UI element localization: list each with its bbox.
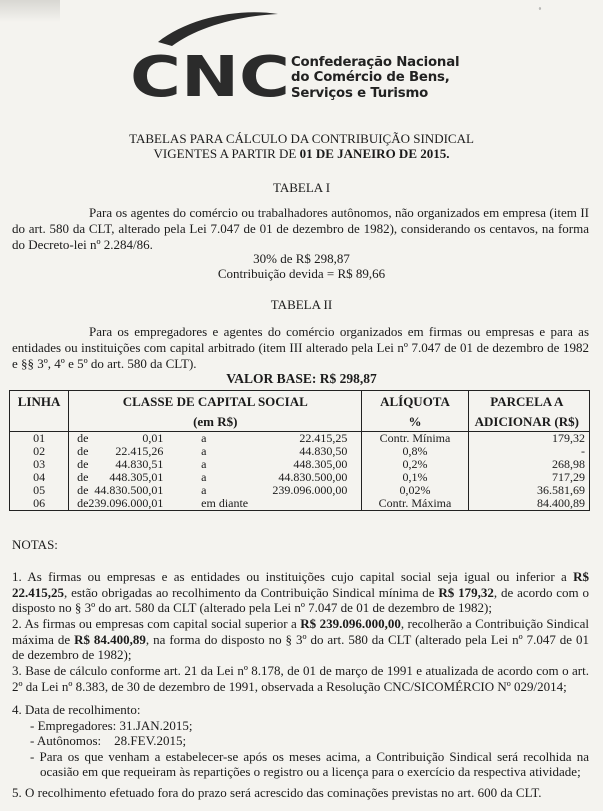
cell-from: 239.096.000,01 (88, 496, 164, 510)
cell-a: a (201, 457, 207, 471)
cell-parcela: - (468, 445, 589, 458)
col-parcela-sub: ADICIONAR (R$) (468, 411, 589, 432)
cell-a: a (201, 483, 207, 497)
cell-aliquota: 0,1% (362, 471, 468, 484)
cell-aliquota: Contr. Máxima (362, 497, 468, 511)
cell-to: 44.830,50 (299, 444, 348, 458)
cell-de: de (77, 444, 89, 458)
cell-aliquota: 0,2% (362, 458, 468, 471)
logo-text: CNC (130, 45, 290, 104)
table-row (10, 432, 590, 446)
title-prefix: VIGENTES A PARTIR DE (153, 146, 300, 161)
org-name (291, 55, 459, 101)
cell-a: a (201, 444, 207, 458)
cell-de: de (77, 483, 89, 497)
col-classe: CLASSE DE CAPITAL SOCIAL (69, 391, 362, 412)
cell-from: 44.830,51 (115, 457, 164, 471)
valor-base: VALOR BASE: R$ 298,87 (226, 371, 377, 386)
cell-de: de (77, 496, 89, 510)
nota-2: 2. As firmas ou empresas com capital social superior a R$ 239.096.000,00, recolherão a Contribuição Sindical máxima de R$ 84.400,89, na forma do disposto no § 3º do art. 580 da CLT (alterado pela Lei nº 7.047 de 01 de dezembro de 1982); (12, 616, 590, 662)
cell-classe (69, 432, 362, 446)
cell-to: 22.415,25 (299, 431, 348, 445)
cell-to: 239.096.000,00 (272, 483, 348, 497)
nota-4-title: 4. Data de recolhimento: (12, 702, 141, 717)
org-line: do Comércio de Bens, (291, 70, 450, 86)
tabela1-result: Contribuição devida = R$ 89,66 (217, 266, 386, 281)
tabela1-heading: TABELA I (272, 180, 331, 195)
cell-parcela: 179,32 (468, 432, 589, 446)
tabela2-paragraph (12, 324, 589, 372)
cell-parcela: 268,98 (468, 458, 589, 471)
tabela1-paragraph (12, 205, 589, 253)
cell-linha: 05 (10, 484, 69, 497)
doc-title-line2 (0, 146, 603, 162)
cell-de: de (77, 431, 89, 445)
cell-parcela: 84.400,89 (468, 497, 589, 511)
cell-from: 0,01 (142, 431, 164, 445)
cell-from: 44.830.500,01 (94, 483, 164, 497)
nota-4-autonomos: - Autônomos: 28.FEV.2015; (30, 733, 187, 748)
cell-a: em diante (201, 496, 249, 510)
cell-parcela: 717,29 (468, 471, 589, 484)
cell-linha: 06 (10, 497, 69, 511)
nota-1: 1. As firmas ou empresas e as entidades ou instituições cujo capital social seja igual ou inferior a R$ 22.415,25, estão obrigadas ao recolhimento da Contribuição Sindical mínima de R$ 179,32, de acordo com o disposto no § 3º do art. 580 da CLT (alterado pela Lei nº 7.047 de 01 de dezembro de 1982); (12, 569, 590, 615)
scan-edge-shadow (0, 0, 60, 22)
nota-4-estabelecer: - Para os que venham a estabelecer-se após os meses acima, a Contribuição Sindical será recolhida na ocasião em que requeiram às repartições o registro ou a licença para o exercício da respectiva atividade; (30, 748, 589, 779)
col-aliquota: ALÍQUOTA (362, 391, 468, 412)
cell-de: de (77, 457, 89, 471)
notas-heading: NOTAS: (12, 537, 58, 552)
cell-de: de (77, 470, 89, 484)
title-date: 01 DE JANEIRO DE 2015. (299, 146, 450, 161)
col-linha: LINHA (10, 391, 69, 412)
cell-linha: 03 (10, 458, 69, 471)
cell-linha: 02 (10, 445, 69, 458)
nota-4-empregadores: - Empregadores: 31.JAN.2015; (30, 717, 193, 733)
tabela2-text: Para os empregadores e agentes do comércio organizados em firmas ou empresas e para as entidades ou instituições com capital arbitrado (item III alterado pela Lei nº 7.047 de 01 de dezembro de 1982 e §§ 3º, 4º e 5º do art. 580 da CLT). (12, 324, 589, 371)
cell-from: 448.305,01 (109, 470, 164, 484)
cnc-logo (128, 4, 296, 104)
cell-from: 22.415,26 (115, 444, 164, 458)
nota-5: 5. O recolhimento efetuado fora do prazo será acrescido das cominações previstas no art. 600 da CLT. (12, 785, 542, 800)
tabela1-text: Para os agentes do comércio ou trabalhadores autônomos, não organizados em empresa (item II do art. 580 da CLT, alterado pela Lei 7.047 de 01 de dezembro de 1982), considerando os centavos, na forma do Decreto-lei nº 2.284/86. (12, 205, 589, 252)
table-row (10, 497, 590, 511)
org-line: Confederação Nacional (291, 55, 460, 70)
cell-aliquota: 0,8% (362, 445, 468, 458)
cell-aliquota: 0,02% (362, 484, 468, 497)
cell-a: a (201, 470, 207, 484)
cell-linha: 04 (10, 471, 69, 484)
tabela1-formula: 30% de R$ 298,87 (253, 251, 350, 266)
tabela2-heading: TABELA II (270, 297, 333, 312)
cell-parcela: 36.581,69 (468, 484, 589, 497)
cell-aliquota: Contr. Mínima (362, 432, 468, 446)
col-aliquota-sub: % (362, 411, 468, 432)
col-parcela: PARCELA A (468, 391, 589, 412)
nota-4 (12, 702, 589, 780)
scan-mark: ∘ (538, 4, 542, 13)
cell-to: 44.830.500,00 (278, 470, 348, 484)
col-classe-sub: (em R$) (69, 411, 362, 432)
cell-to: 448.305,00 (293, 457, 348, 471)
cell-a: a (201, 431, 207, 445)
capital-table (9, 390, 590, 511)
org-line: Serviços e Turismo (291, 85, 429, 101)
nota-3: 3. Base de cálculo conforme art. 21 da Lei nº 8.178, de 01 de março de 1991 e atualizada de acordo com o art. 2º da Lei nº 8.383, de 30 de dezembro de 1991, observada a Resolução CNC/SICOMÉRCIO Nº 029/2014; (12, 663, 589, 694)
cell-linha: 01 (10, 432, 69, 446)
cell-classe (69, 497, 362, 511)
doc-title-line1: TABELAS PARA CÁLCULO DA CONTRIBUIÇÃO SINDICAL (129, 131, 474, 146)
